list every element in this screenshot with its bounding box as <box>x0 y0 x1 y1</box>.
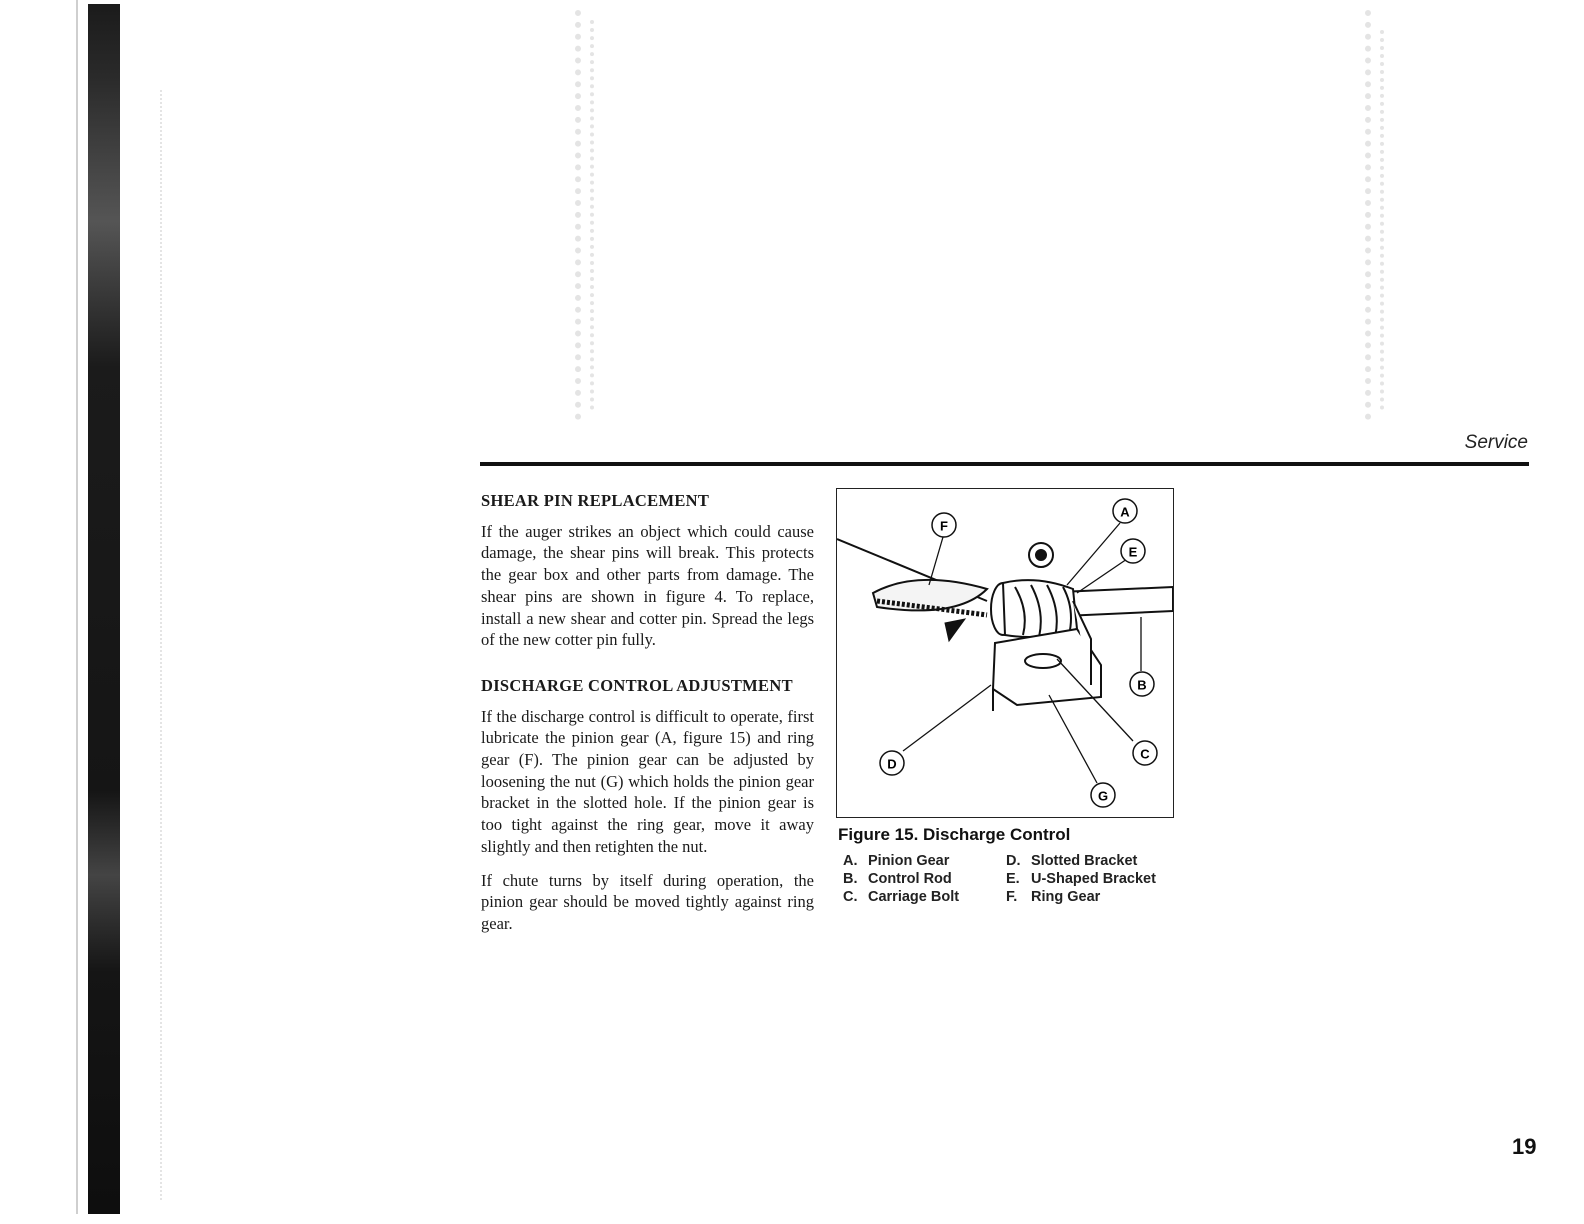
section-label: Service <box>1464 432 1528 453</box>
discharge-control-illustration <box>837 489 1173 817</box>
callout-f: F <box>940 518 948 534</box>
page-number: 19 <box>1512 1134 1537 1159</box>
nut-shape <box>1029 543 1053 567</box>
figure-legend <box>843 853 1183 905</box>
legend-label: Slotted Bracket <box>1031 853 1138 869</box>
legend-letter: F. <box>1006 889 1018 905</box>
figure-caption: Figure 15. Discharge Control <box>838 825 1071 844</box>
callout-b: B <box>1137 677 1147 693</box>
legend-letter: C. <box>843 889 858 905</box>
section-heading-discharge-control: DISCHARGE CONTROL ADJUSTMENT <box>481 675 793 695</box>
scan-speckle <box>575 10 581 420</box>
pinion-gear-shape <box>991 580 1077 637</box>
legend-letter: E. <box>1006 871 1020 887</box>
callout-d: D <box>887 756 897 772</box>
legend-label: Ring Gear <box>1031 889 1101 905</box>
callout-a: A <box>1120 504 1130 520</box>
binding-edge <box>76 0 78 1214</box>
scan-speckle <box>160 90 162 1200</box>
page-binding-strip <box>88 4 120 1214</box>
callout-g: G <box>1097 788 1109 804</box>
legend-item <box>1006 871 1183 887</box>
callout-e: E <box>1128 544 1138 560</box>
legend-label: Pinion Gear <box>868 853 950 869</box>
legend-label: U-Shaped Bracket <box>1031 871 1156 887</box>
legend-item <box>1006 853 1183 869</box>
paragraph-chute-turns: If chute turns by itself during operation, the pinion gear should be moved tightly against ring gear. <box>481 870 814 933</box>
paragraph-discharge-adjust: If the discharge control is difficult to operate, first lubricate the pinion gear (A, figure 15) and ring gear (F). The pinion gear can be adjusted by loosening the nut (G) which holds the pinion gear bracket in the slotted hole. If the pinion gear is too tight against the ring gear, move it away slightly and then retighten the nut. <box>481 706 814 856</box>
legend-label: Control Rod <box>868 871 952 887</box>
legend-letter: A. <box>843 853 858 869</box>
figure-discharge-control <box>836 488 1174 818</box>
legend-item <box>843 889 1006 905</box>
section-heading-shear-pin: SHEAR PIN REPLACEMENT <box>481 491 710 510</box>
legend-letter: D. <box>1006 853 1021 869</box>
legend-label: Carriage Bolt <box>868 889 960 905</box>
legend-item <box>1006 889 1183 905</box>
callout-c: C <box>1140 746 1150 762</box>
paragraph-shear-pin: If the auger strikes an object which could cause damage, the shear pins will break. This protects the gear box and other parts from damage. The shear pins are shown in figure 4. To replace, install a new shear and cotter pin. Spread the legs of the new cotter pin fully. <box>481 521 814 650</box>
text-column <box>481 490 814 947</box>
scan-speckle <box>1365 10 1371 420</box>
legend-item <box>843 871 1006 887</box>
scan-speckle <box>590 20 594 410</box>
legend-item <box>843 853 1006 869</box>
header-rule <box>480 462 1529 466</box>
scan-speckle <box>1380 30 1384 410</box>
legend-letter: B. <box>843 871 858 887</box>
ring-gear-shape <box>837 539 987 641</box>
